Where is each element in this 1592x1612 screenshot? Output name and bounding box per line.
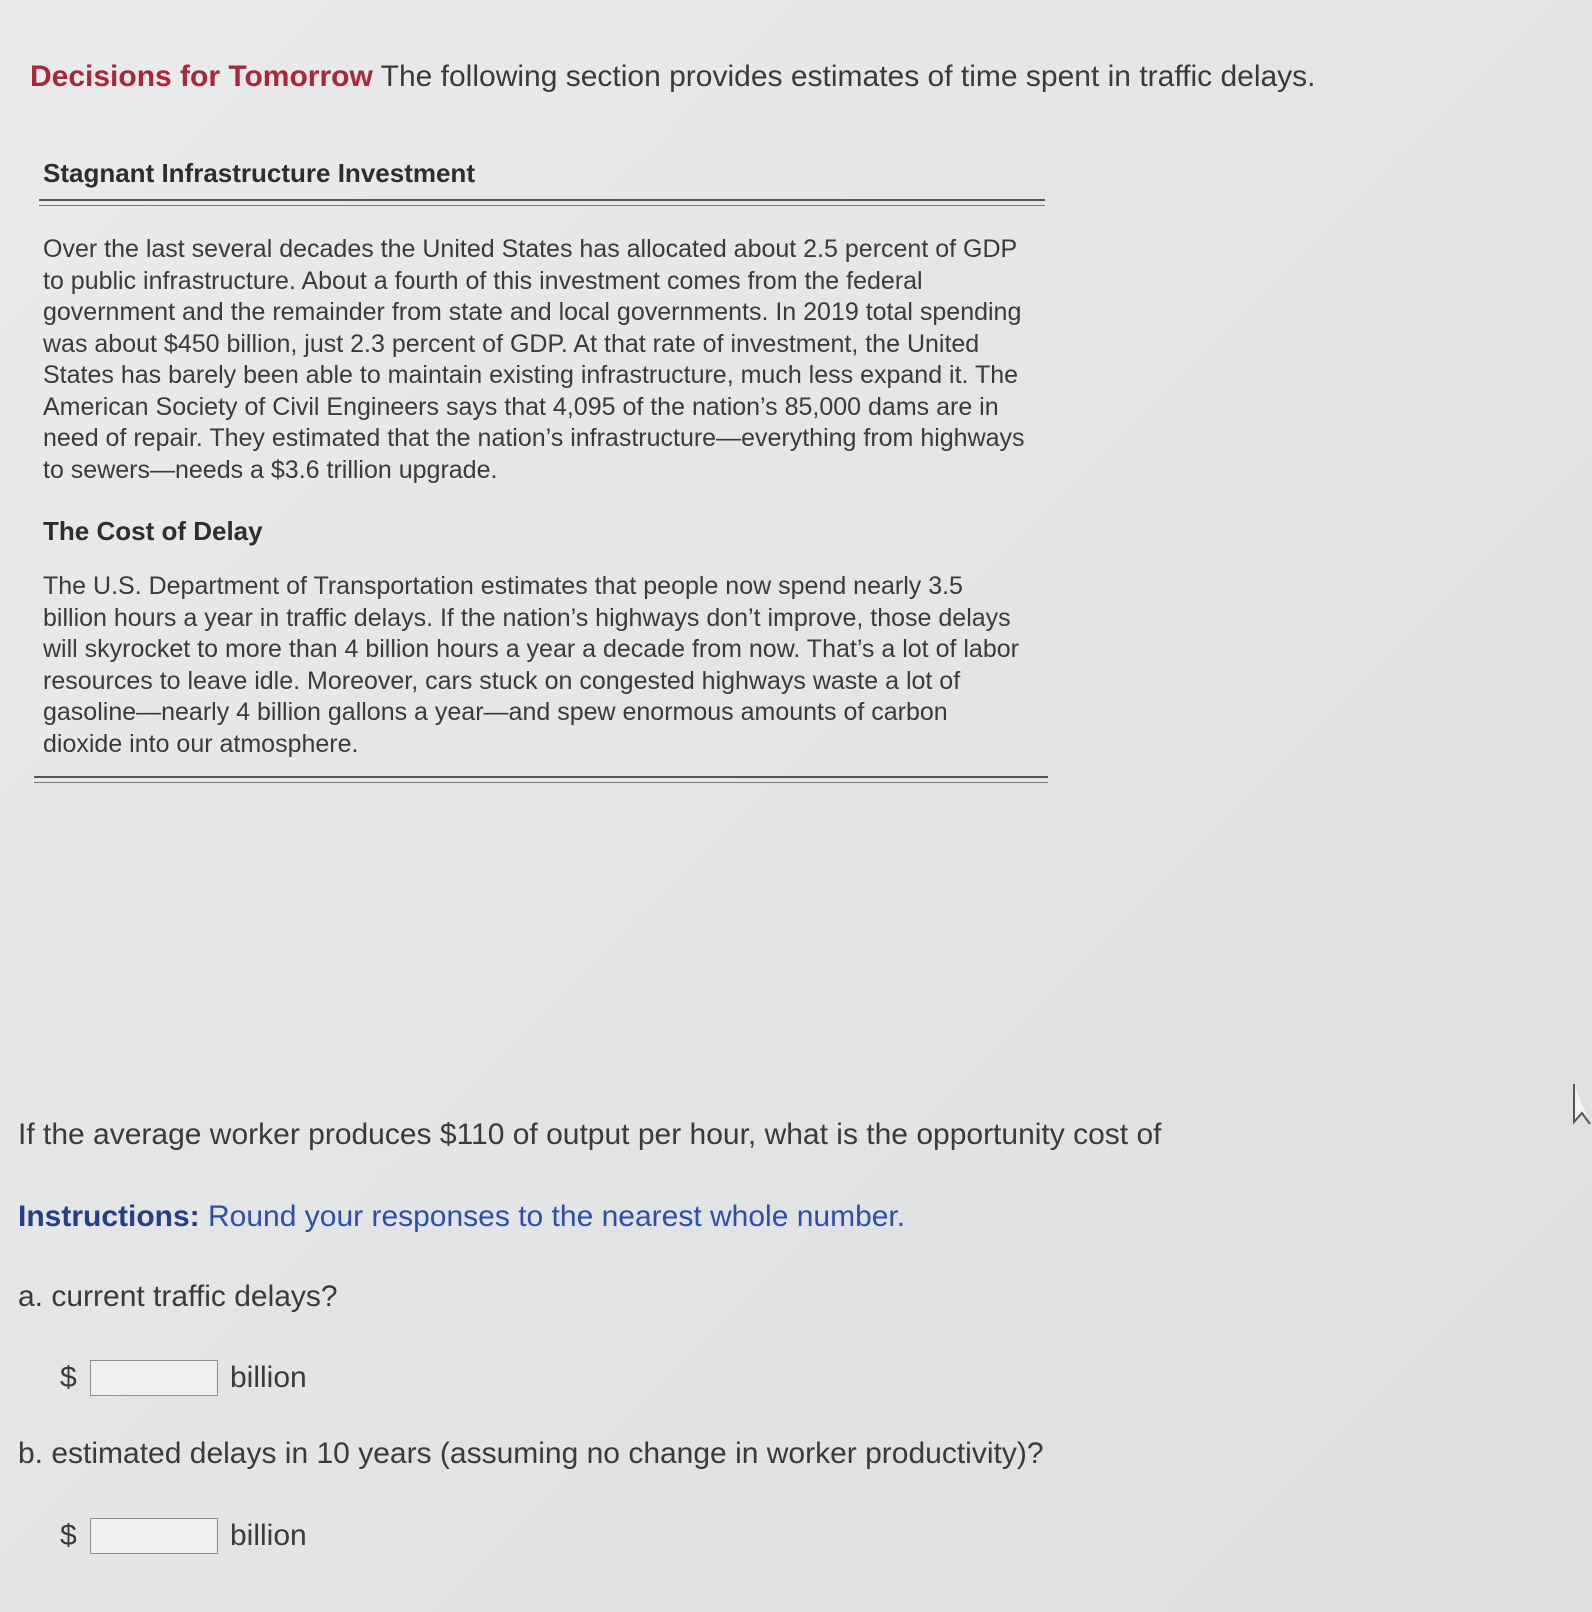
answer-row-b — [60, 1518, 307, 1554]
currency-symbol: $ — [60, 1519, 77, 1552]
section-title-cost-of-delay: The Cost of Delay — [43, 516, 263, 546]
unit-label: billion — [230, 1519, 307, 1552]
feature-brand: Decisions for Tomorrow — [30, 60, 373, 93]
header-intro: The following section provides estimates of time spent in traffic delays. — [380, 60, 1316, 93]
section-divider — [39, 199, 1045, 206]
section-text-infrastructure: Over the last several decades the United States has allocated about 2.5 percent of GDP to public infrastructure. About a fourth of this investment comes from the federal government and the remainder from state and local governments. In 2019 total spending was about $450 billion, just 2.3 percent of GDP. At that rate of investment, the United States has barely been able to maintain existing infrastructure, much less expand it. The American Society of Civil Engineers says that 4,095 of the nation’s 85,000 dams are in need of repair. They estimated that the nation’s infrastructure—everything from highways to sewers—needs a $3.6 trillion upgrade. — [43, 235, 1025, 484]
answer-input-b[interactable] — [90, 1518, 218, 1554]
box-bottom-divider — [34, 776, 1048, 783]
instructions-label: Instructions: — [18, 1200, 200, 1233]
answer-row-a — [60, 1360, 307, 1396]
currency-symbol: $ — [60, 1361, 77, 1394]
instructions — [18, 1200, 905, 1234]
question-text: If the average worker produces $110 of output per hour, what is the opportunity cost of — [18, 1118, 1162, 1151]
part-b-label: b. estimated delays in 10 years (assuming no change in worker productivity)? — [18, 1437, 1044, 1470]
instructions-text: Round your responses to the nearest whole number. — [208, 1200, 906, 1233]
unit-label: billion — [230, 1361, 307, 1394]
answer-input-a[interactable] — [90, 1360, 218, 1396]
section-title-infrastructure: Stagnant Infrastructure Investment — [43, 158, 475, 188]
part-a-label: a. current traffic delays? — [18, 1280, 338, 1313]
page-header — [30, 60, 1316, 94]
mouse-cursor-icon — [1572, 1082, 1592, 1128]
section-text-cost-of-delay: The U.S. Department of Transportation estimates that people now spend nearly 3.5 billion hours a year in traffic delays. If the nation’s highways don’t improve, those delays will skyrocket to more than 4 billion hours a year a decade from now. That’s a lot of labor resources to leave idle. Moreover, cars stuck on congested highways waste a lot of gasoline—nearly 4 billion gallons a year—and spew enormous amounts of carbon dioxide into our atmosphere. — [43, 572, 1019, 758]
reading-box — [34, 158, 1048, 783]
